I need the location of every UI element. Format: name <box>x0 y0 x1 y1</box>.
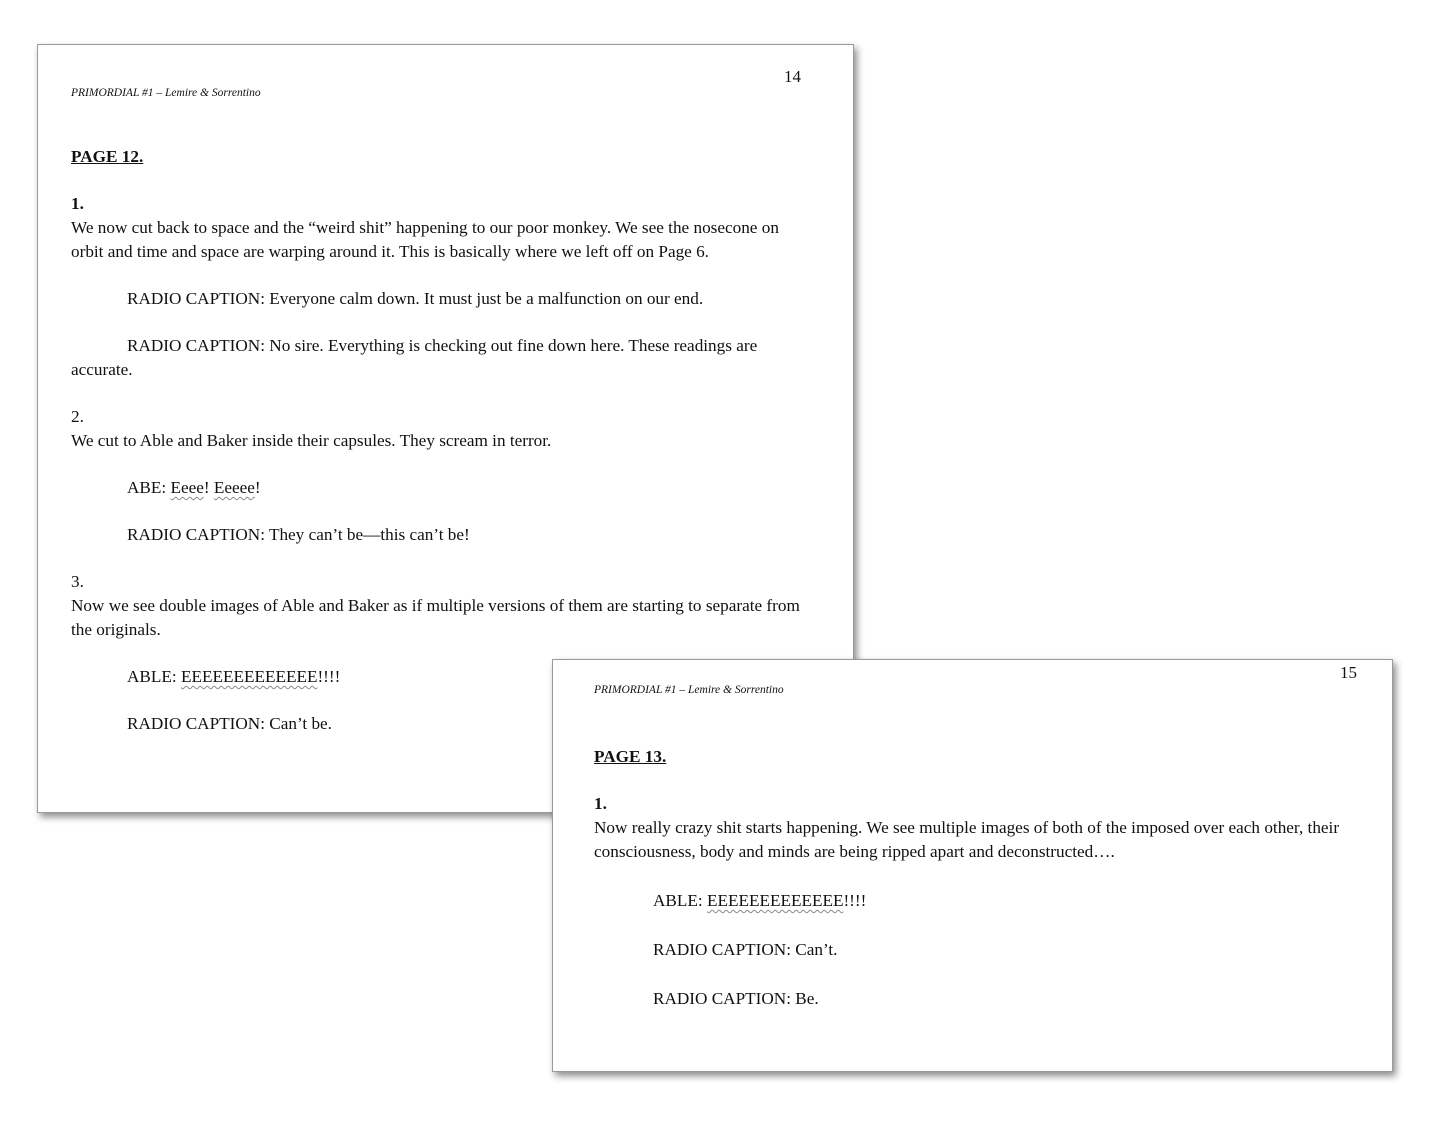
speaker-label: ABLE: <box>127 667 181 686</box>
panel-description: Now we see double images of Able and Baker as if multiple versions of them are starting to separate from the originals. <box>71 596 800 639</box>
spellcheck-word: EEEEEEEEEEEEE <box>706 891 844 910</box>
dialogue-line: RADIO CAPTION: Everyone calm down. It must just be a malfunction on our end. <box>127 289 704 308</box>
dialogue-line: RADIO CAPTION: No sire. Everything is checking out fine down here. These readings are accurate. <box>71 336 758 379</box>
speaker-label: ABE: <box>127 478 171 497</box>
running-header: PRIMORDIAL #1 – Lemire & Sorrentino <box>71 87 261 99</box>
script-page-15 <box>552 659 1393 1072</box>
panel-description: Now really crazy shit starts happening. We see multiple images of both of the imposed over each other, their consciousness, body and minds are being ripped apart and deconstructed…. <box>594 818 1340 861</box>
dialogue-line: RADIO CAPTION: Can’t be. <box>127 714 332 733</box>
panel-description: We cut to Able and Baker inside their capsules. They scream in terror. <box>71 431 552 450</box>
running-header: PRIMORDIAL #1 – Lemire & Sorrentino <box>594 684 784 696</box>
spellcheck-word: EEEEEEEEEEEEE <box>180 667 318 686</box>
panel-number: 3. <box>71 572 84 591</box>
page-heading: PAGE 13. <box>594 747 667 766</box>
speaker-label: ABLE: <box>653 891 707 910</box>
spellcheck-word: Eeee <box>170 478 204 497</box>
dialogue-line <box>71 476 801 500</box>
panel-number: 1. <box>71 194 84 213</box>
punctuation: !!!! <box>843 891 867 910</box>
page-number: 14 <box>784 67 801 86</box>
page-number: 15 <box>1340 663 1357 682</box>
spellcheck-word: Eeeee <box>213 478 255 497</box>
dialogue-line: RADIO CAPTION: Can’t. <box>653 940 838 959</box>
panel-number: 1. <box>594 794 607 813</box>
dialogue-line: RADIO CAPTION: Be. <box>653 989 819 1008</box>
dialogue-line: RADIO CAPTION: They can’t be—this can’t be! <box>127 525 470 544</box>
punctuation: !!!! <box>317 667 341 686</box>
page-heading: PAGE 12. <box>71 147 144 166</box>
punctuation: ! <box>203 478 214 497</box>
panel-description: We now cut back to space and the “weird shit” happening to our poor monkey. We see the nosecone on orbit and time and space are warping around it. This is basically where we left off on Page 6. <box>71 218 779 261</box>
dialogue-line <box>594 889 1364 913</box>
panel-number: 2. <box>71 407 84 426</box>
punctuation: ! <box>254 478 261 497</box>
page-body <box>594 745 1364 1036</box>
